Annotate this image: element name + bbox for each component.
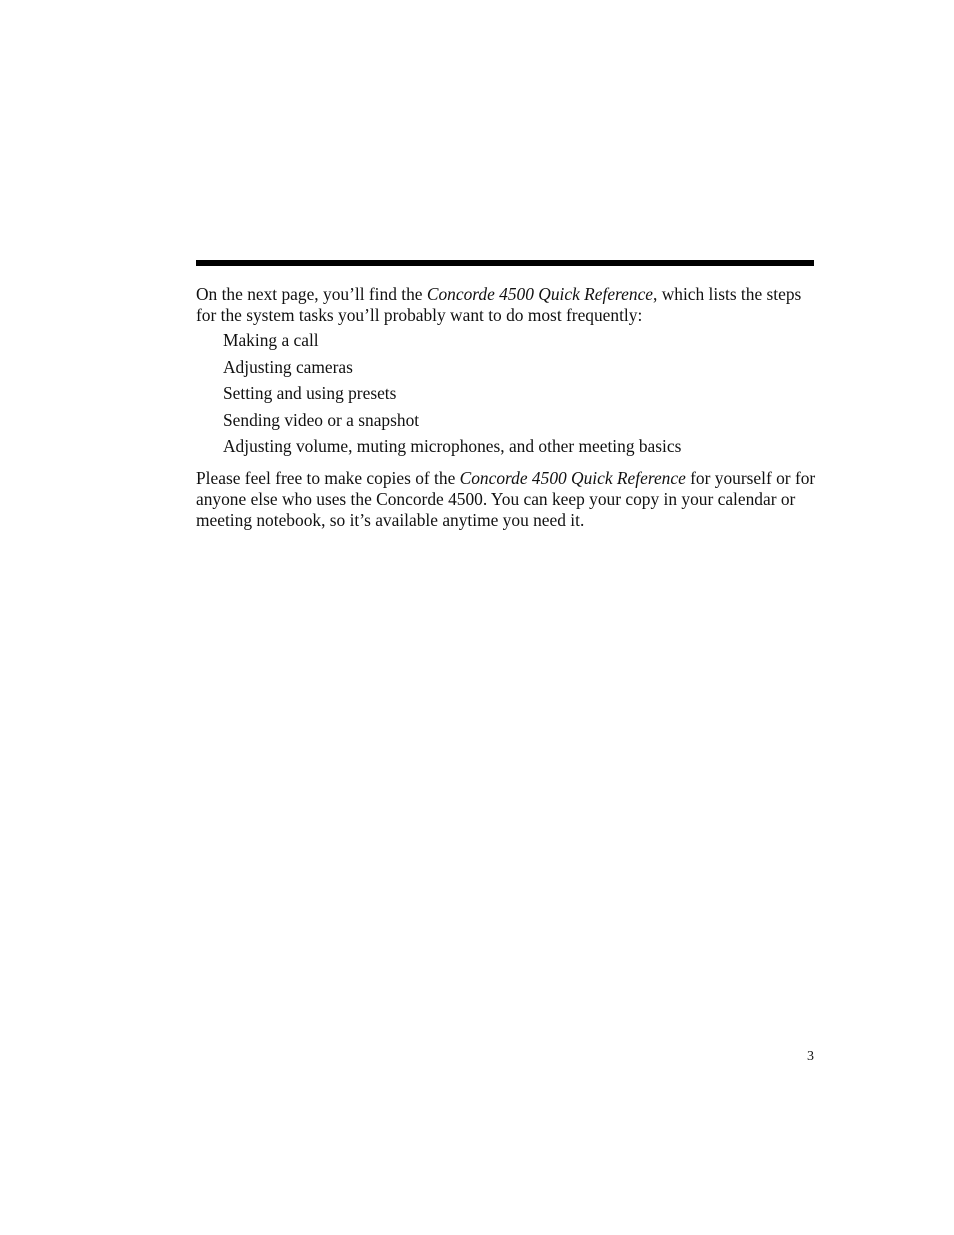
page-number: 3 — [807, 1049, 814, 1064]
task-list — [223, 330, 816, 463]
copies-text-start: Please feel free to make copies of the — [196, 467, 460, 488]
list-item: Adjusting cameras — [223, 356, 353, 377]
intro-text-end: , which lists the steps for the system tasks you’ll probably want to do most frequently: — [196, 284, 802, 325]
page-body — [196, 284, 816, 531]
intro-text-start: On the next page, you’ll find the — [196, 284, 427, 304]
quick-reference-title: Concorde 4500 Quick Reference — [459, 467, 686, 488]
copies-text-end: for yourself or for anyone else who uses the Concorde 4500. You can keep your copy in your calendar or meeting notebook, so it’s available anytime you need it. — [196, 467, 816, 530]
quick-reference-title: Concorde 4500 Quick Reference — [426, 284, 654, 304]
list-item: Making a call — [223, 330, 319, 350]
list-item: Adjusting volume, muting microphones, and other meeting basics — [223, 436, 682, 456]
intro-paragraph — [196, 284, 816, 326]
header-rule — [196, 260, 814, 266]
list-item: Setting and using presets — [223, 383, 397, 403]
copies-paragraph — [196, 468, 816, 531]
list-item: Sending video or a snapshot — [223, 409, 420, 430]
